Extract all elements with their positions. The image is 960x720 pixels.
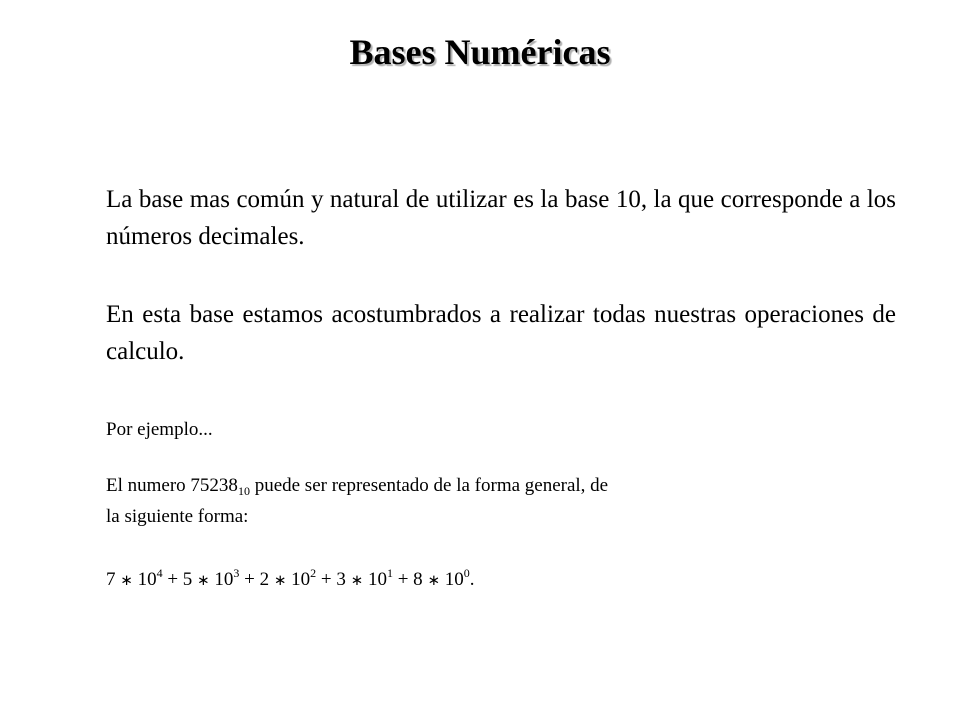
expansion-term: 7: [106, 569, 121, 590]
paragraph-base-10: La base mas común y natural de utilizar es la base 10, la que corresponde a los números decimales.: [106, 186, 896, 250]
number-statement-suffix: puede ser representado de la forma general, de: [249, 475, 609, 496]
expansion-term: 10: [440, 569, 464, 590]
exponent: 3: [233, 566, 240, 580]
multiply-operator: ∗: [350, 571, 364, 589]
expansion-term: + 3: [316, 569, 351, 590]
exponent: 2: [310, 566, 317, 580]
positional-expansion: [106, 568, 475, 592]
multiply-operator: ∗: [120, 571, 133, 589]
multiply-operator: ∗: [197, 571, 210, 589]
example-intro: Por ejemplo...: [106, 419, 213, 440]
exponent: 0: [463, 566, 470, 580]
base-subscript: 10: [237, 484, 250, 498]
expansion-term: 10: [132, 569, 157, 590]
expansion-term: 10: [286, 569, 311, 590]
expansion-term: + 8: [392, 569, 428, 590]
exponent: 1: [386, 566, 393, 580]
expansion-end: .: [469, 569, 475, 590]
expansion-term: 10: [363, 569, 387, 590]
slide-title: Bases Numéricas: [349, 32, 611, 72]
paragraph-operations: En esta base estamos acostumbrados a realizar todas nuestras operaciones de calculo.: [106, 301, 896, 365]
multiply-operator: ∗: [273, 571, 287, 589]
expansion-term: 10: [209, 569, 234, 590]
multiply-operator: ∗: [427, 571, 441, 589]
expansion-term: + 2: [239, 569, 274, 590]
number-statement-line: [106, 474, 608, 498]
expansion-term: + 5: [162, 569, 198, 590]
number-statement-prefix: El numero 75238: [106, 475, 238, 496]
number-statement-line-2: la siguiente forma:: [106, 506, 249, 527]
exponent: 4: [156, 566, 163, 580]
